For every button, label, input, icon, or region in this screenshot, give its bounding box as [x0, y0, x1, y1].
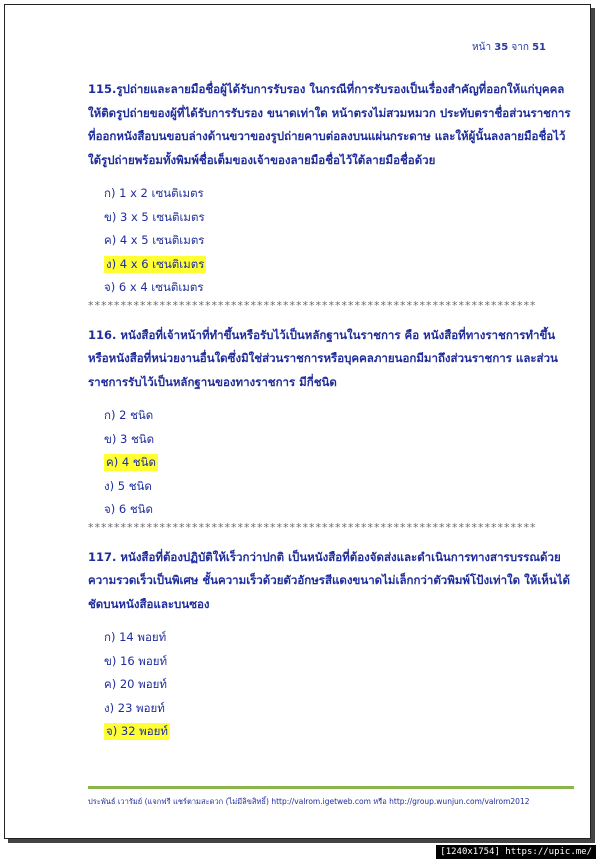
- options-117: [104, 626, 574, 744]
- footer-rule: [88, 786, 574, 789]
- option: ก) 14 พอยท์: [104, 630, 167, 644]
- option: ง) 23 พอยท์: [104, 700, 165, 715]
- page-number: หน้า 35 จาก 51: [472, 42, 546, 53]
- answer-option: ง) 4 x 6 เซนติเมตร: [106, 256, 205, 271]
- image-host-watermark: [1240x1754] https://upic.me/: [436, 845, 596, 859]
- footer-credit: ประพันธ์ เวารัมย์ (แจกฟรี แชร์ตามสะดวก (ไม่มีลิขสิทธิ์) http://valrom.igetweb.com หรือ http://group.wunjun.com/valrom2012: [88, 797, 530, 806]
- option: ง) 5 ชนิด: [104, 478, 152, 493]
- option: ค) 4 x 5 เซนติเมตร: [104, 233, 205, 247]
- option: ค) 20 พอยท์: [104, 677, 167, 691]
- separator: *********************************************************************: [88, 521, 537, 534]
- question-116: 116. หนังสือที่เจ้าหน้าที่ทำขึ้นหรือรับไว้เป็นหลักฐานในราชการ คือ หนังสือที่ทางราชการทำขึ้น หรือหนังสือที่หน่วยงานอื่นใดซึ่งมิใช่ส่วนราชการหรือบุคคลภายนอกมีมาถึงส่วนราชการ และส่วนราชการรับไว้เป็นหลักฐานของทางราชการ มีกี่ชนิด: [88, 327, 558, 389]
- option: จ) 6 ชนิด: [104, 502, 153, 516]
- question-115: 115.รูปถ่ายและลายมือชื่อผู้ได้รับการรับรอง ในกรณีที่การรับรองเป็นเรื่องสำคัญที่ออกให้แก่บุคคลให้ติดรูปถ่ายของผู้ที่ได้รับการรับรอง ขนาดเท่าใด หน้าตรงไม่สวมหมวก ประทับตราชื่อส่วนราชการที่ออกหนังสือบนขอบล่างด้านขวาของรูปถ่ายคาบต่อลงบนแผ่นกระดาษ และให้ผู้นั้นลงลายมือชื่อไว้ใต้รูปถ่ายพร้อมทั้งพิมพ์ชื่อเต็มของเจ้าของลายมือชื่อไว้ใต้ลายมือชื่อด้วย: [88, 82, 571, 167]
- answer-option: จ) 32 พอยท์: [106, 724, 168, 738]
- option: จ) 6 x 4 เซนติเมตร: [104, 280, 204, 294]
- separator: *********************************************************************: [88, 299, 537, 312]
- options-116: [104, 404, 574, 522]
- options-115: [104, 182, 574, 300]
- option: ก) 1 x 2 เซนติเมตร: [104, 186, 204, 200]
- option: ก) 2 ชนิด: [104, 408, 154, 422]
- option: ข) 3 ชนิด: [104, 431, 155, 446]
- question-list: [88, 78, 574, 744]
- question-117: 117. หนังสือที่ต้องปฏิบัติให้เร็วกว่าปกติ เป็นหนังสือที่ต้องจัดส่งและดำเนินการทางสารบรรณด้วยความรวดเร็วเป็นพิเศษ ชั้นความเร็วด้วยตัวอักษรสีแดงขนาดไม่เล็กกว่าตัวพิมพ์โป้งเท่าใด ให้เห็นได้ชัดบนหนังสือและบนซอง: [88, 549, 570, 611]
- option: ข) 16 พอยท์: [104, 653, 168, 668]
- option: ข) 3 x 5 เซนติเมตร: [104, 209, 205, 224]
- answer-option: ค) 4 ชนิด: [106, 455, 156, 469]
